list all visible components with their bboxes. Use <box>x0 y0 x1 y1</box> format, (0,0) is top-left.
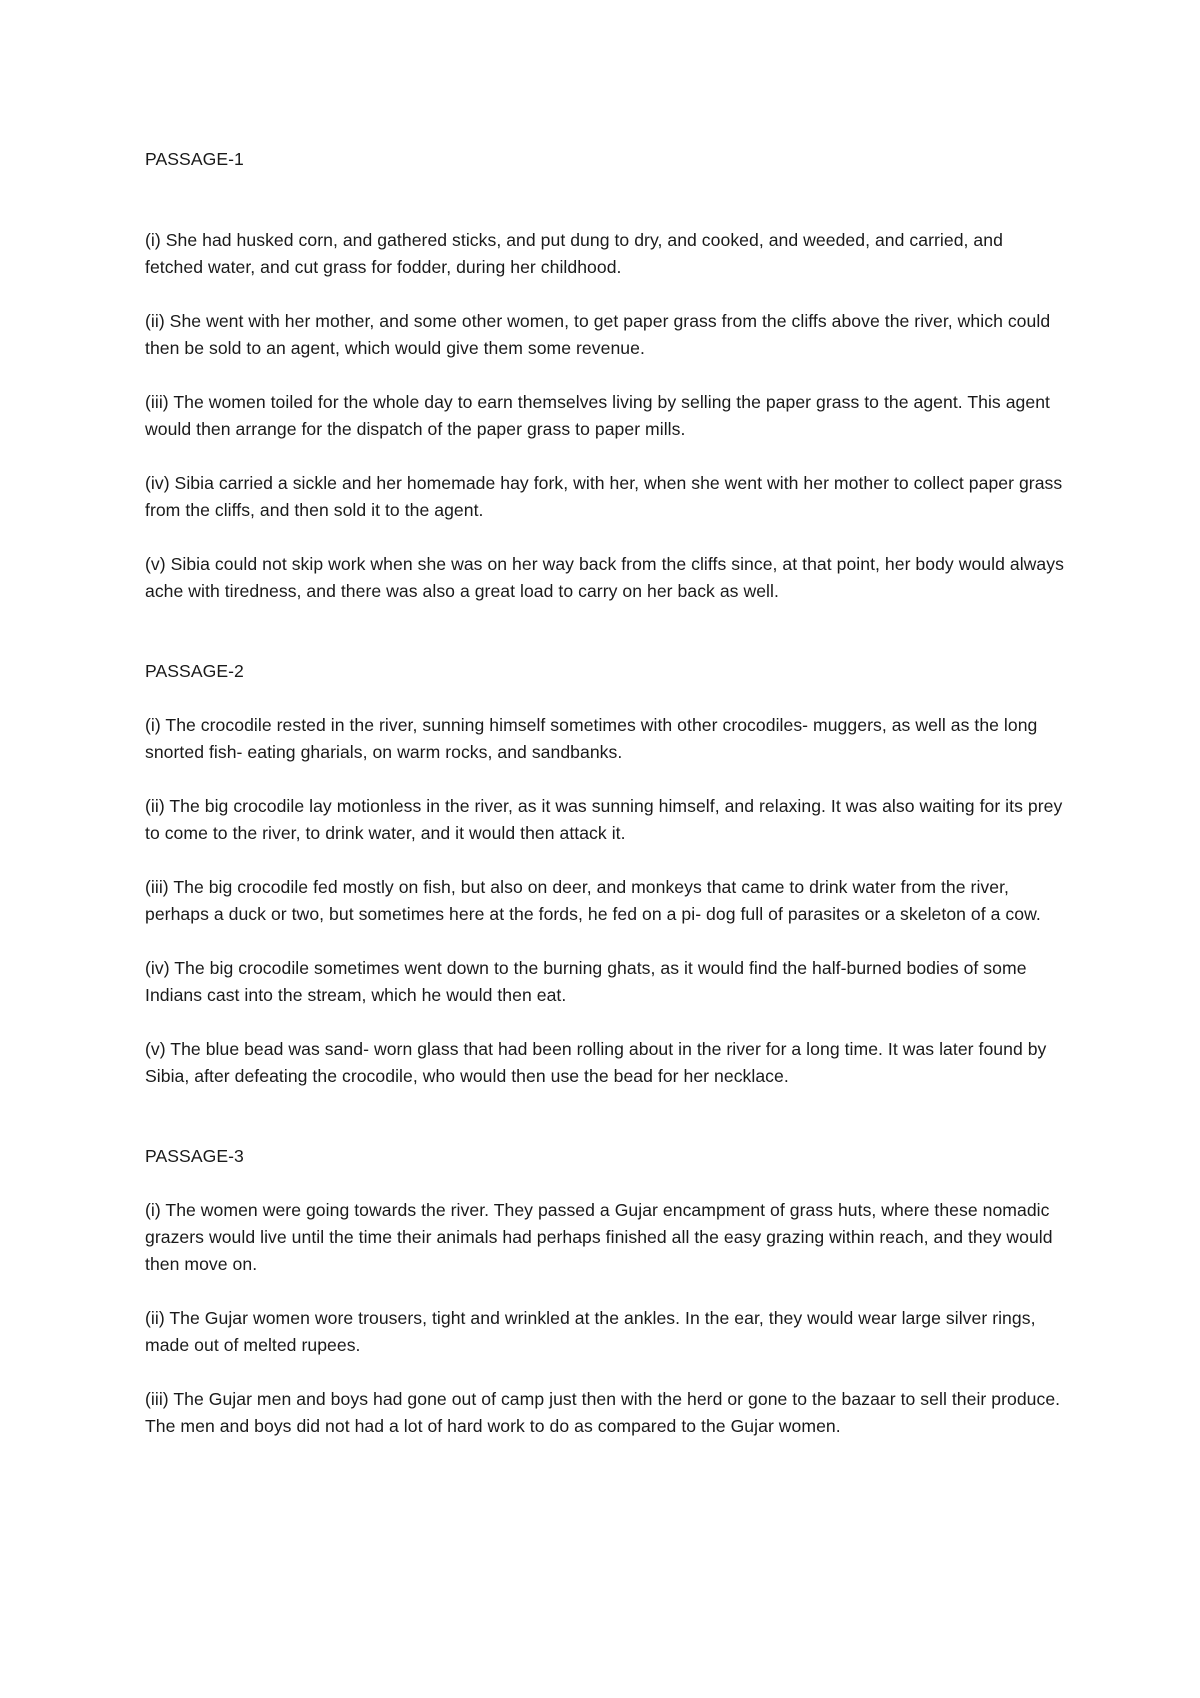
paragraph: (i) The women were going towards the river. They passed a Gujar encampment of grass huts, where these nomadic grazers would live until the time their animals had perhaps finished all the easy grazing within reach, and they would then move on. <box>145 1200 1053 1274</box>
passage-section <box>145 658 1065 1090</box>
passage-section <box>145 1143 1065 1440</box>
paragraph: (ii) She went with her mother, and some other women, to get paper grass from the cliffs above the river, which could then be sold to an agent, which would give them some revenue. <box>145 311 1051 358</box>
paragraph: (iii) The big crocodile fed mostly on fish, but also on deer, and monkeys that came to drink water from the river, perhaps a duck or two, but sometimes here at the fords, he fed on a pi- dog full of parasites or a skeleton of a cow. <box>145 877 1041 924</box>
section-heading: PASSAGE-1 <box>145 149 244 169</box>
paragraph: (iii) The Gujar men and boys had gone out of camp just then with the herd or gone to the bazaar to sell their produce. The men and boys did not had a lot of hard work to do as compared to the Gujar women. <box>145 1389 1061 1436</box>
paragraph: (ii) The big crocodile lay motionless in the river, as it was sunning himself, and relaxing. It was also waiting for its prey to come to the river, to drink water, and it would then attack it. <box>145 796 1063 843</box>
paragraph: (v) The blue bead was sand- worn glass that had been rolling about in the river for a long time. It was later found by Sibia, after defeating the crocodile, who would then use the bead for her necklace. <box>145 1039 1047 1086</box>
document-body <box>145 146 1065 1440</box>
passage-section <box>145 146 1065 605</box>
paragraph: (v) Sibia could not skip work when she was on her way back from the cliffs since, at that point, her body would always ache with tiredness, and there was also a great load to carry on her back as well. <box>145 554 1064 601</box>
section-heading: PASSAGE-2 <box>145 661 244 681</box>
paragraph: (iii) The women toiled for the whole day to earn themselves living by selling the paper grass to the agent. This agent would then arrange for the dispatch of the paper grass to paper mills. <box>145 392 1050 439</box>
paragraph: (ii) The Gujar women wore trousers, tight and wrinkled at the ankles. In the ear, they would wear large silver rings, made out of melted rupees. <box>145 1308 1036 1355</box>
section-heading: PASSAGE-3 <box>145 1146 244 1166</box>
paragraph: (iv) Sibia carried a sickle and her homemade hay fork, with her, when she went with her mother to collect paper grass from the cliffs, and then sold it to the agent. <box>145 473 1063 520</box>
paragraph: (iv) The big crocodile sometimes went down to the burning ghats, as it would find the half-burned bodies of some Indians cast into the stream, which he would then eat. <box>145 958 1027 1005</box>
paragraph: (i) She had husked corn, and gathered sticks, and put dung to dry, and cooked, and weeded, and carried, and fetched water, and cut grass for fodder, during her childhood. <box>145 230 1003 277</box>
paragraph: (i) The crocodile rested in the river, sunning himself sometimes with other crocodiles- muggers, as well as the long snorted fish- eating gharials, on warm rocks, and sandbanks. <box>145 715 1038 762</box>
